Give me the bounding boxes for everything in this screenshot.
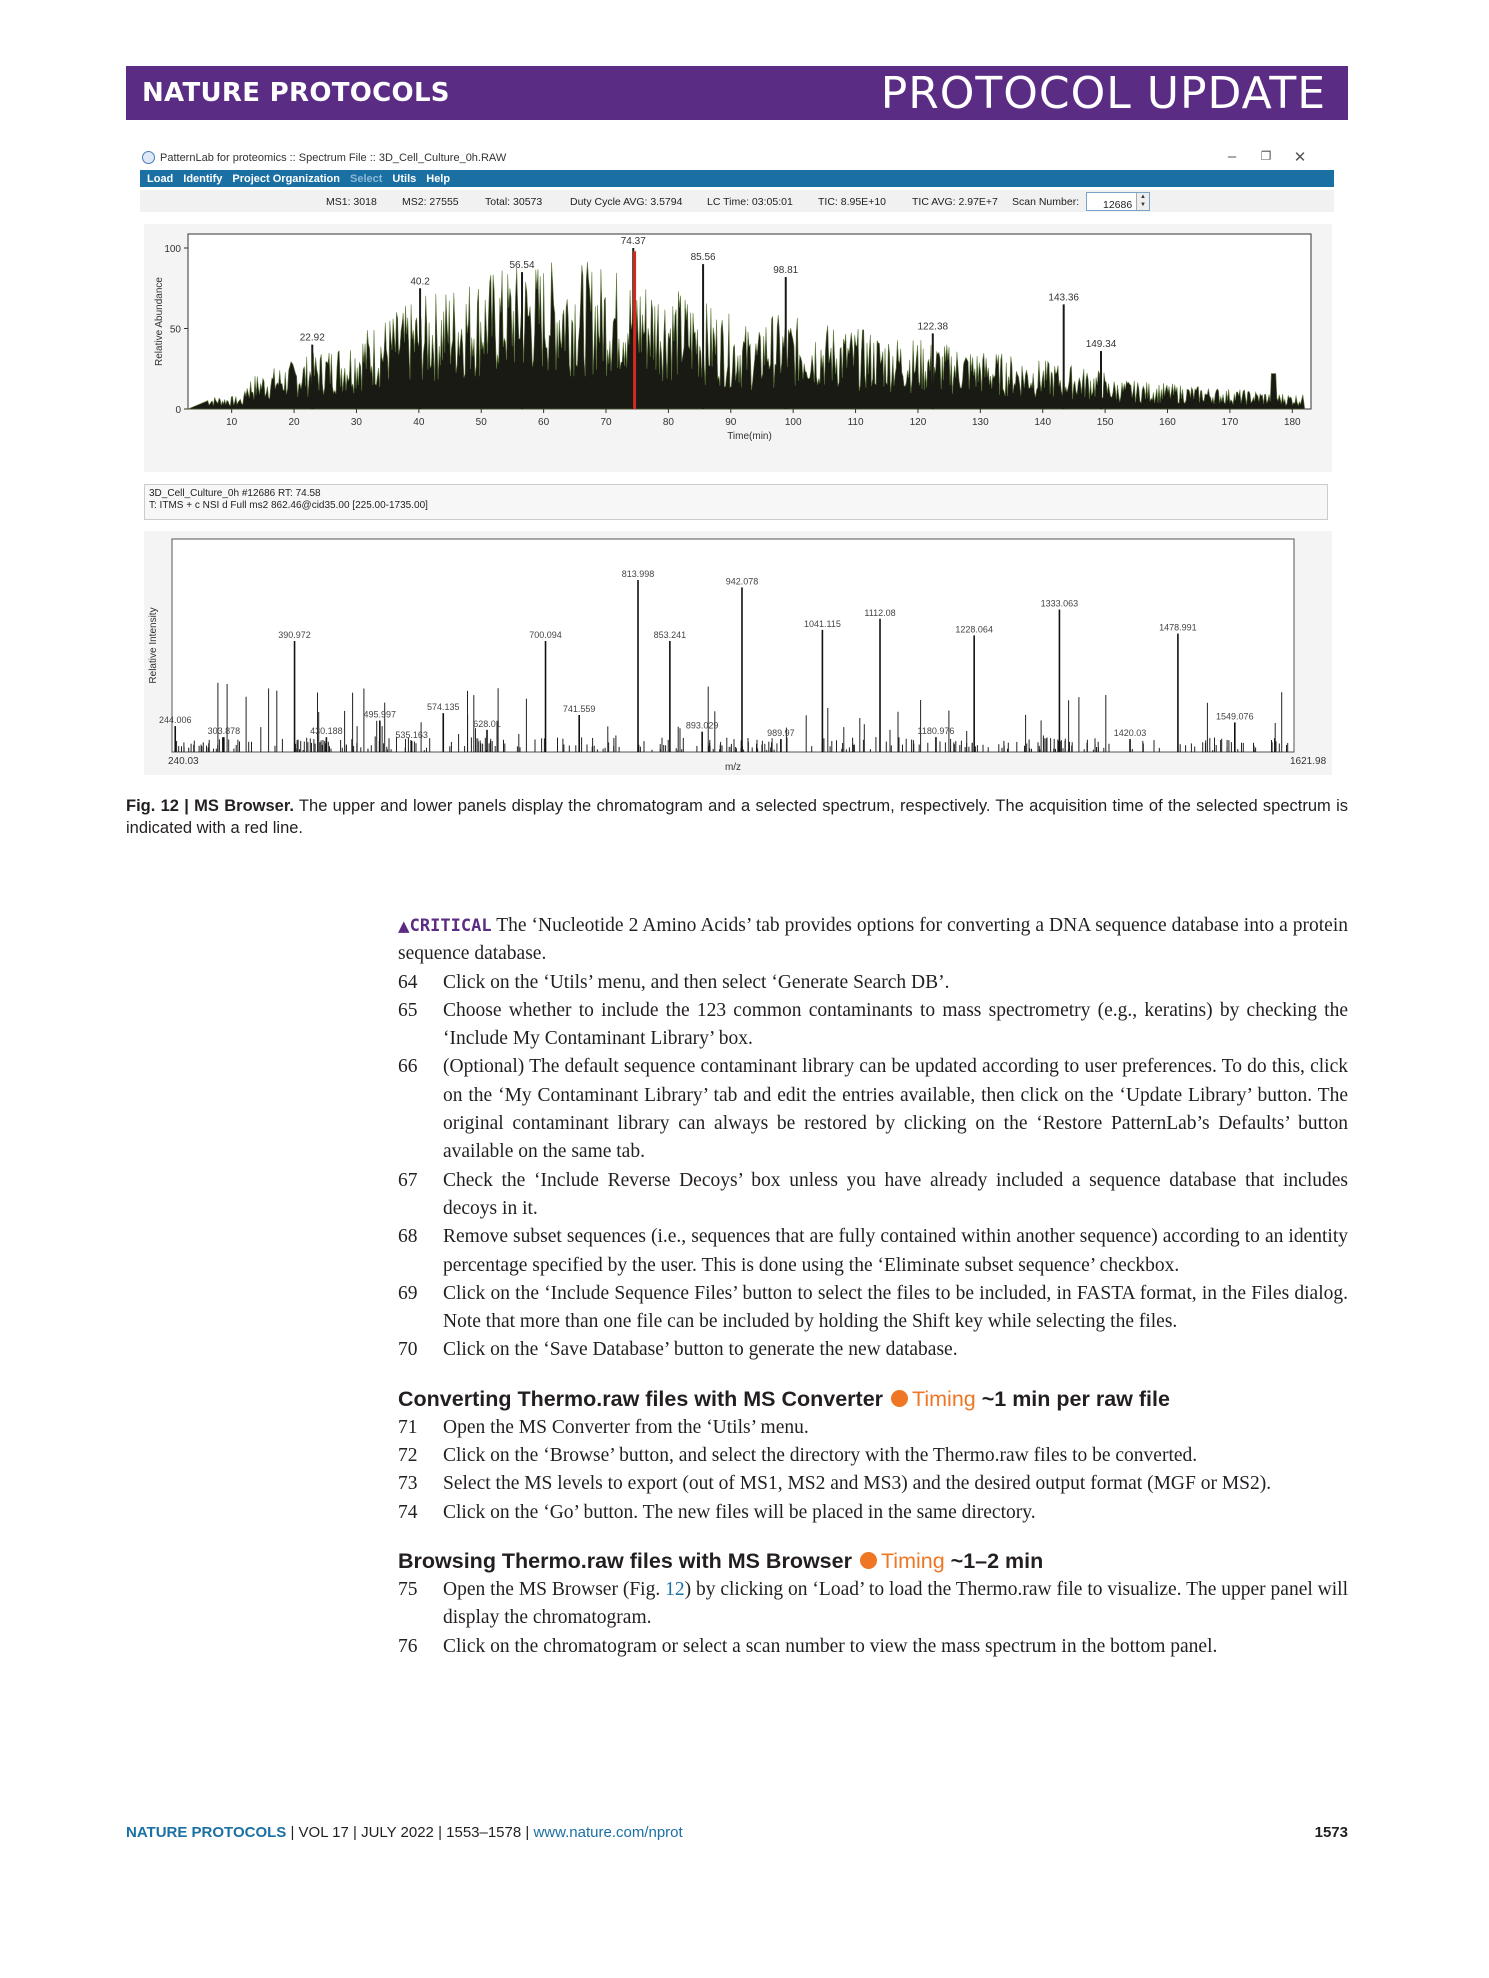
timing-dot-icon bbox=[891, 1390, 908, 1407]
spectrum-peak-label: 1228.064 bbox=[955, 624, 993, 635]
step-number: 70 bbox=[398, 1339, 418, 1361]
spectrum-chart[interactable] bbox=[144, 531, 1332, 775]
section-heading-browser bbox=[398, 1546, 1348, 1576]
ms2-count: MS2: 27555 bbox=[402, 196, 459, 208]
scan-number-input[interactable] bbox=[1086, 192, 1150, 211]
x-axis-label: m/z bbox=[724, 762, 742, 773]
tic-value: TIC: 8.95E+10 bbox=[818, 196, 886, 208]
protocol-step bbox=[398, 1633, 1348, 1661]
spectrum-peak-label: 853.241 bbox=[653, 630, 687, 640]
step-text: Click on the ‘Save Database’ button to generate the new database. bbox=[443, 1339, 958, 1361]
minimize-icon[interactable]: – bbox=[1227, 148, 1237, 165]
menu-load[interactable]: Load bbox=[147, 172, 174, 185]
step-number: 68 bbox=[398, 1226, 418, 1248]
x-tick-label: 30 bbox=[350, 417, 363, 428]
figure-caption bbox=[126, 795, 1348, 839]
step-number: 71 bbox=[398, 1416, 418, 1438]
timing-label: Timing bbox=[880, 1548, 945, 1573]
x-min-label: 240.03 bbox=[168, 756, 199, 767]
page-number: 1573 bbox=[1314, 1824, 1348, 1841]
timing-dot-icon bbox=[860, 1552, 877, 1569]
caption-label: Fig. 12 | MS Browser. bbox=[126, 797, 294, 815]
x-tick-label: 50 bbox=[475, 417, 487, 428]
critical-triangle-icon: ▲ bbox=[398, 917, 410, 935]
protocol-step bbox=[398, 1576, 1348, 1633]
chromatogram-chart[interactable] bbox=[144, 224, 1332, 472]
spectrum-peak-label: 813.998 bbox=[621, 568, 655, 579]
protocol-step bbox=[398, 1223, 1348, 1280]
plot-area bbox=[172, 539, 1294, 752]
timing-label: Timing bbox=[912, 1386, 976, 1411]
app-window bbox=[140, 148, 1334, 780]
spectrum-peak-label: 700.094 bbox=[529, 630, 562, 640]
protocol-step bbox=[398, 1499, 1348, 1527]
timing-value: ~1 min per raw file bbox=[975, 1386, 1170, 1411]
protocol-step bbox=[398, 1470, 1348, 1498]
steps-list-a bbox=[398, 969, 1348, 1365]
spectrum-panel[interactable] bbox=[144, 531, 1332, 775]
article-type: PROTOCOL UPDATE bbox=[880, 67, 1326, 119]
caption-text: The upper and lower panels display the chromatogram and a selected spectrum, respectively. The acquisition time of the selected spectrum is indicated with a red line. bbox=[126, 797, 1348, 837]
steps-list-b bbox=[398, 1414, 1348, 1527]
peak-label: 56.54 bbox=[509, 260, 535, 272]
x-tick-label: 80 bbox=[662, 417, 674, 428]
tic-avg: TIC AVG: 2.97E+7 bbox=[912, 196, 998, 208]
step-text: ) by clicking on ‘Load’ to load the Thermo.raw file to visualize. The upper panel will display the chromatogram. bbox=[443, 1578, 1348, 1629]
y-tick-label: 100 bbox=[164, 244, 181, 255]
x-max-label: 1621.98 bbox=[1290, 756, 1327, 767]
x-tick-label: 160 bbox=[1159, 417, 1176, 428]
protocol-step bbox=[398, 997, 1348, 1054]
peak-label: 40.2 bbox=[410, 276, 430, 288]
menu-bar bbox=[140, 170, 1334, 187]
menu-identify[interactable]: Identify bbox=[183, 172, 223, 185]
scan-filter-line: T: ITMS + c NSI d Full ms2 862.46@cid35.00 [225.00-1735.00] bbox=[149, 500, 428, 511]
critical-note bbox=[398, 912, 1348, 969]
protocol-step bbox=[398, 1442, 1348, 1470]
restore-icon[interactable]: ❐ bbox=[1260, 149, 1272, 163]
menu-select[interactable]: Select bbox=[349, 172, 383, 185]
y-tick-label: 50 bbox=[169, 324, 181, 336]
spectrum-peak-label: 1333.063 bbox=[1040, 598, 1079, 609]
step-number: 67 bbox=[398, 1169, 418, 1191]
protocol-step bbox=[398, 1280, 1348, 1337]
step-number: 74 bbox=[398, 1501, 418, 1523]
x-axis-label: Time(min) bbox=[727, 431, 772, 442]
y-axis-label: Relative Intensity bbox=[148, 607, 159, 684]
menu-help[interactable]: Help bbox=[426, 172, 451, 185]
peak-label: 98.81 bbox=[773, 264, 799, 276]
x-tick-label: 110 bbox=[847, 417, 864, 428]
step-number: 66 bbox=[398, 1056, 418, 1078]
x-tick-label: 120 bbox=[909, 417, 927, 428]
footer-url[interactable]: www.nature.com/nprot bbox=[533, 1824, 683, 1841]
spectrum-peak-label: 1180.976 bbox=[917, 726, 955, 737]
x-tick-label: 40 bbox=[413, 417, 425, 428]
steps-list-c bbox=[398, 1576, 1348, 1661]
step-text: Click on the ‘Browse’ button, and select the directory with the Thermo.raw files to be converted. bbox=[443, 1445, 1198, 1467]
scan-info-line: 3D_Cell_Culture_0h #12686 RT: 74.58 bbox=[149, 488, 321, 499]
step-text: Check the ‘Include Reverse Decoys’ box unless you have already included a sequence database that includes decoys in it. bbox=[443, 1169, 1348, 1219]
spectrum-peak-label: 893.029 bbox=[685, 720, 719, 731]
page-footer bbox=[126, 1824, 1348, 1841]
spectrum-peak-label: 535.163 bbox=[395, 729, 428, 740]
spectrum-peak-label: 574.135 bbox=[426, 702, 460, 713]
y-axis-label: Relative Abundance bbox=[154, 277, 165, 366]
x-tick-label: 100 bbox=[784, 417, 802, 428]
x-tick-label: 10 bbox=[226, 417, 238, 428]
spectrum-peak-label: 430.188 bbox=[310, 726, 343, 737]
x-tick-label: 150 bbox=[1096, 417, 1114, 428]
peak-label: 85.56 bbox=[690, 252, 716, 264]
spectrum-peak-label: 390.972 bbox=[278, 630, 311, 640]
step-text: Select the MS levels to export (out of MS1, MS2 and MS3) and the desired output format (MGF or MS2). bbox=[443, 1473, 1272, 1495]
step-number: 72 bbox=[398, 1445, 418, 1467]
step-text: Open the MS Converter from the ‘Utils’ menu. bbox=[443, 1416, 809, 1438]
x-tick-label: 140 bbox=[1034, 417, 1052, 428]
scan-number-value: 12686 bbox=[1103, 199, 1133, 211]
x-tick-label: 130 bbox=[971, 417, 989, 428]
duty-cycle: Duty Cycle AVG: 3.5794 bbox=[570, 196, 683, 208]
step-text: Click on the ‘Go’ button. The new files will be placed in the same directory. bbox=[443, 1501, 1036, 1523]
menu-utils[interactable]: Utils bbox=[392, 172, 417, 185]
window-title: PatternLab for proteomics :: Spectrum File :: 3D_Cell_Culture_0h.RAW bbox=[160, 152, 507, 164]
step-text: Click on the ‘Include Sequence Files’ button to select the files to be included, in FASTA format, in the Files dialog. Note that more than one file can be included by holding the Shift key while selecting the files. bbox=[443, 1282, 1348, 1333]
x-tick-label: 60 bbox=[538, 417, 550, 428]
step-text: Choose whether to include the 123 common contaminants to mass spectrometry (e.g., keratins) by checking the ‘Include My Contaminant Library’ box. bbox=[443, 999, 1348, 1050]
step-number: 76 bbox=[398, 1635, 418, 1657]
app-logo-icon bbox=[142, 151, 155, 164]
y-tick-label: 0 bbox=[175, 405, 181, 416]
scan-stepper[interactable] bbox=[1136, 193, 1149, 210]
journal-name: NATURE PROTOCOLS bbox=[142, 78, 450, 108]
x-tick-label: 170 bbox=[1221, 417, 1239, 428]
spectrum-peak-label: 942.078 bbox=[725, 576, 759, 587]
stepper-down-icon[interactable]: ▼ bbox=[1140, 202, 1146, 208]
protocol-step bbox=[398, 1414, 1348, 1442]
x-tick-label: 180 bbox=[1283, 417, 1301, 428]
protocol-step bbox=[398, 1336, 1348, 1364]
step-text: Remove subset sequences (i.e., sequences that are fully contained within another sequence) according to an identity percentage specified by the user. This is done using the ‘Eliminate subset sequence’ checkbox. bbox=[443, 1226, 1348, 1276]
spectrum-peak-label: 244.006 bbox=[158, 715, 192, 726]
stats-bar bbox=[140, 190, 1334, 212]
critical-text: The ‘Nucleotide 2 Amino Acids’ tab provides options for converting a DNA sequence database into a protein sequence database. bbox=[398, 915, 1348, 965]
section-title: Converting Thermo.raw files with MS Converter bbox=[398, 1386, 884, 1411]
peak-label: 143.36 bbox=[1048, 292, 1079, 304]
critical-tag-text: CRITICAL bbox=[409, 916, 492, 936]
ms1-count: MS1: 3018 bbox=[326, 196, 377, 208]
total-count: Total: 30573 bbox=[485, 196, 543, 208]
spectrum-peak-label: 1478.991 bbox=[1159, 622, 1197, 633]
step-number: 69 bbox=[398, 1282, 418, 1304]
step-number: 65 bbox=[398, 999, 418, 1021]
protocol-step bbox=[398, 1167, 1348, 1224]
step-number: 64 bbox=[398, 971, 418, 993]
close-icon[interactable]: ✕ bbox=[1293, 149, 1307, 166]
spectrum-peak-label: 1420.03 bbox=[1113, 728, 1147, 739]
spectrum-peak-label: 1041.115 bbox=[803, 618, 841, 629]
footer-journal: NATURE PROTOCOLS bbox=[126, 1824, 287, 1841]
peak-label: 22.92 bbox=[299, 332, 325, 344]
x-tick-label: 20 bbox=[288, 417, 300, 428]
lc-time: LC Time: 03:05:01 bbox=[707, 196, 793, 208]
protocol-body bbox=[398, 912, 1348, 1661]
title-bar bbox=[140, 148, 1334, 170]
protocol-step bbox=[398, 969, 1348, 997]
step-text: (Optional) The default sequence contaminant library can be updated according to user preferences. To do this, click on the ‘My Contaminant Library’ tab and edit the entries available, then click on the ‘Update Library’ button. The original contaminant library can always be restored by clicking on the ‘Restore PatternLab’s Defaults’ button available on the same tab. bbox=[443, 1056, 1348, 1163]
spectrum-peak-label: 303.878 bbox=[207, 726, 241, 737]
step-text: Click on the ‘Utils’ menu, and then select ‘Generate Search DB’. bbox=[443, 971, 950, 993]
spectrum-peak-label: 1112.08 bbox=[864, 607, 896, 618]
step-text: Open the MS Browser (Fig. bbox=[443, 1578, 666, 1600]
spectrum-peak-label: 628.01 bbox=[473, 718, 501, 729]
timing-value: ~1–2 min bbox=[944, 1548, 1044, 1573]
scan-number-label: Scan Number: bbox=[1012, 196, 1080, 208]
x-tick-label: 70 bbox=[600, 417, 612, 428]
stepper-up-icon[interactable]: ▲ bbox=[1140, 194, 1146, 200]
peak-label: 122.38 bbox=[917, 321, 949, 333]
step-text: Click on the chromatogram or select a scan number to view the mass spectrum in the bottom panel. bbox=[443, 1635, 1218, 1657]
chromatogram-panel[interactable] bbox=[144, 224, 1332, 472]
spectrum-peak-label: 741.559 bbox=[562, 704, 596, 714]
menu-project-organization[interactable]: Project Organization bbox=[232, 172, 340, 185]
step-number: 73 bbox=[398, 1473, 418, 1495]
figure-link[interactable]: 12 bbox=[665, 1578, 685, 1600]
journal-header bbox=[126, 66, 1348, 120]
footer-volume: | VOL 17 | JULY 2022 | 1553–1578 | bbox=[286, 1824, 534, 1841]
x-tick-label: 90 bbox=[725, 417, 737, 428]
spectrum-peak-label: 1549.076 bbox=[1216, 711, 1254, 722]
section-heading-converter bbox=[398, 1384, 1348, 1414]
spectrum-info-box bbox=[144, 484, 1328, 520]
step-number: 75 bbox=[398, 1578, 418, 1600]
spectrum-peak-label: 989.97 bbox=[767, 728, 795, 739]
peak-label: 74.37 bbox=[620, 236, 646, 247]
section-title: Browsing Thermo.raw files with MS Browser bbox=[398, 1548, 852, 1573]
protocol-step bbox=[398, 1053, 1348, 1166]
spectrum-peak-label: 495.997 bbox=[363, 709, 397, 720]
critical-tag bbox=[398, 916, 492, 936]
peak-label: 149.34 bbox=[1085, 339, 1117, 351]
